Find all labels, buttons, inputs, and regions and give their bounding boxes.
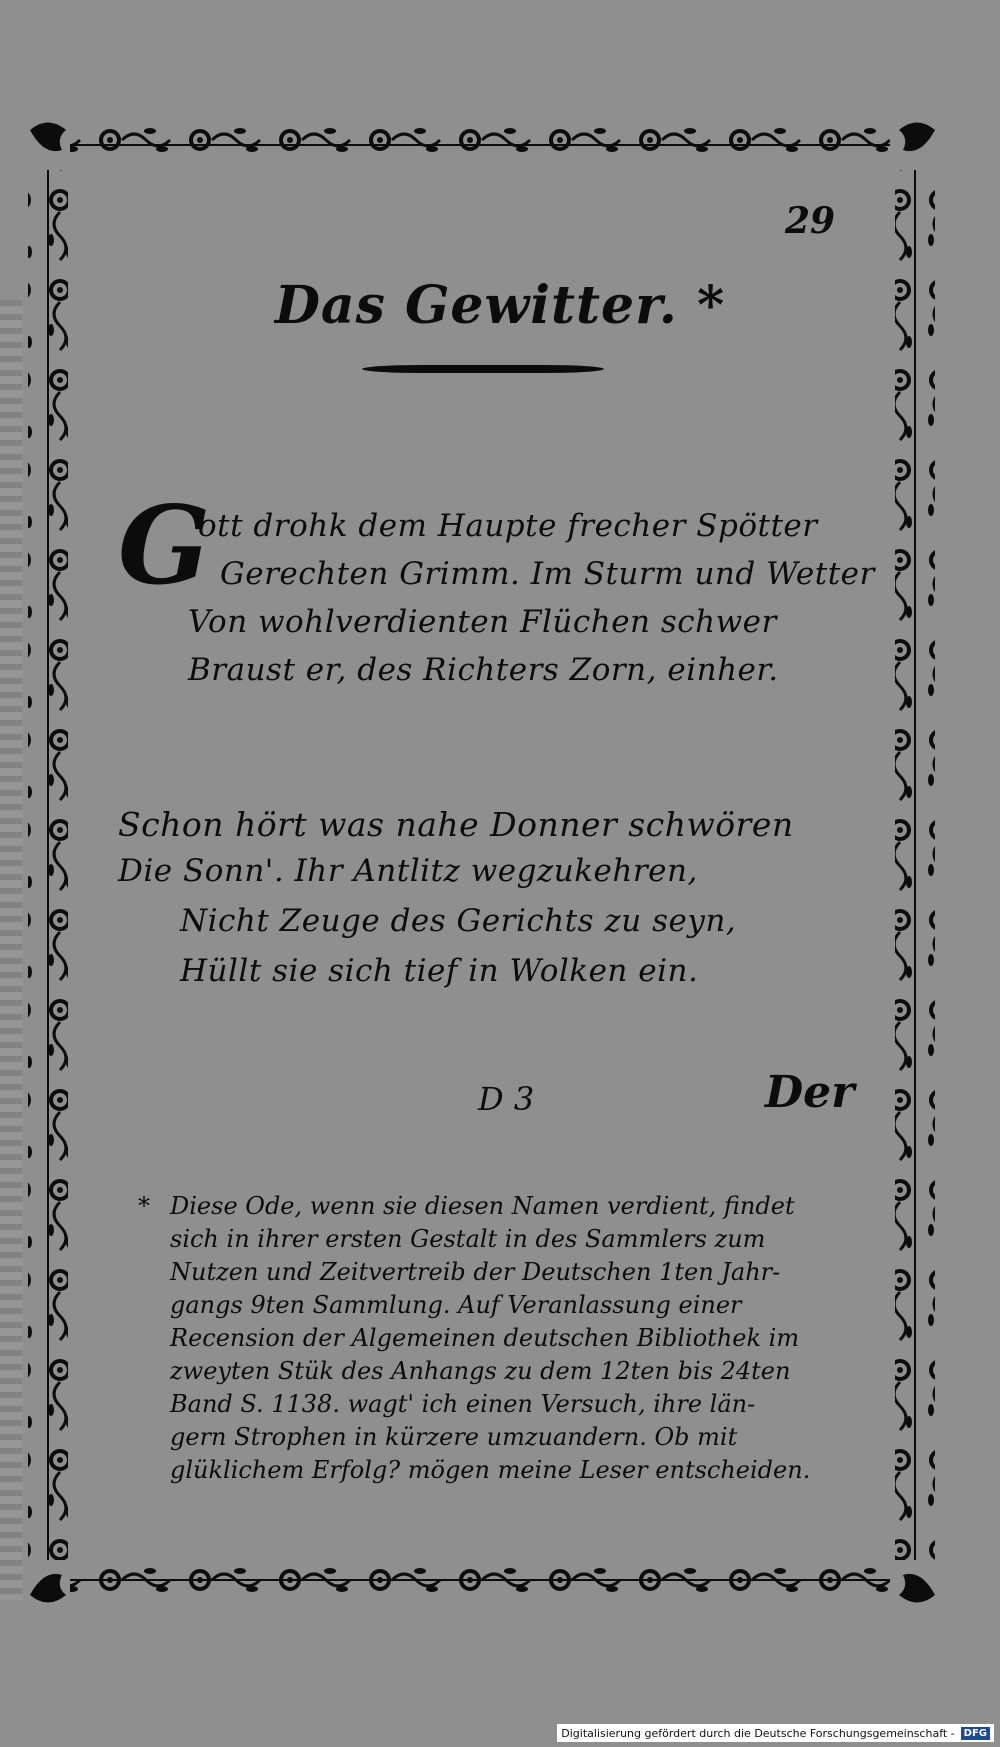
- footnote: [140, 1190, 850, 1487]
- footnote-line: zweyten Stük des Anhangs zu dem 12ten bis 24ten: [170, 1357, 791, 1385]
- credit-text: Digitalisierung gefördert durch die Deutsche Forschungsgemeinschaft -: [561, 1726, 955, 1740]
- footnote-line: glüklichem Erfolg? mögen meine Leser entscheiden.: [170, 1456, 811, 1484]
- stanza-1-line-2: Gerechten Grimm. Im Sturm und Wetter: [220, 556, 875, 592]
- stanza-2-line-1: Schon hört was nahe Donner schwören: [118, 805, 794, 844]
- footnote-line: Band S. 1138. wagt' ich einen Versuch, ihre län-: [170, 1390, 756, 1418]
- catchword: Der: [765, 1067, 855, 1118]
- stanza-2-line-4: Hüllt sie sich tief in Wolken ein.: [180, 953, 699, 989]
- footnote-line: Recension der Algemeinen deutschen Bibliothek im: [170, 1324, 800, 1352]
- footnote-line: Diese Ode, wenn sie diesen Namen verdient, findet: [170, 1192, 795, 1220]
- page-number: 29: [785, 200, 836, 242]
- stanza-2-line-2: Die Sonn'. Ihr Antlitz wegzukehren,: [118, 853, 698, 889]
- title-rule: [362, 365, 604, 373]
- poem-title: Das Gewitter. *: [274, 275, 726, 336]
- stanza-1-line-1: ott drohk dem Haupte frecher Spötter: [198, 508, 818, 544]
- footnote-line: gern Strophen in kürzere umzuandern. Ob mit: [170, 1423, 738, 1451]
- footnote-line: Nutzen und Zeitvertreib der Deutschen 1ten Jahr-: [170, 1258, 781, 1286]
- drop-cap: G: [118, 483, 211, 609]
- stanza-1-line-4: Braust er, des Richters Zorn, einher.: [188, 652, 779, 688]
- stanza-1-line-3: Von wohlverdienten Flüchen schwer: [188, 604, 777, 640]
- footnote-mark: *: [138, 1192, 150, 1220]
- stanza-2-line-3: Nicht Zeuge des Gerichts zu seyn,: [180, 903, 737, 939]
- dfg-logo-icon: DFG: [961, 1727, 990, 1740]
- footnote-line: gangs 9ten Sammlung. Auf Veranlassung einer: [170, 1291, 742, 1319]
- signature-mark: D 3: [478, 1080, 535, 1118]
- digitization-credit: [557, 1724, 994, 1742]
- footnote-line: sich in ihrer ersten Gestalt in des Sammlers zum: [170, 1225, 766, 1253]
